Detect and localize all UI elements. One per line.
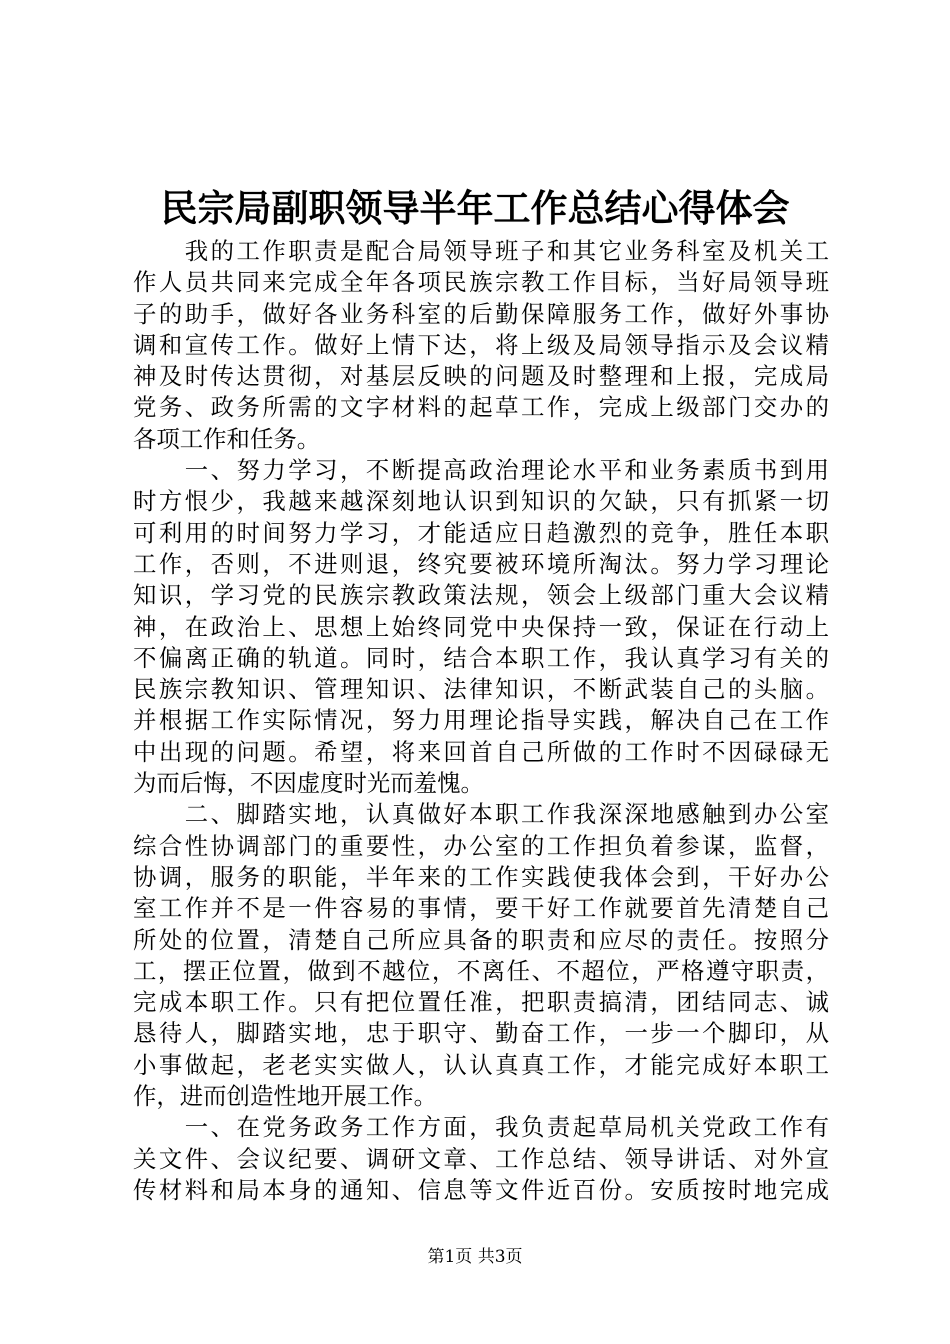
body-line: 子的助手，做好各业务科室的后勤保障服务工作，做好外事协 bbox=[133, 299, 829, 328]
body-line: 工作，否则，不进则退，终究要被环境所淘汰。努力学习理论 bbox=[133, 549, 829, 578]
body-line: 关文件、会议纪要、调研文章、工作总结、领导讲话、对外宣 bbox=[133, 1144, 829, 1173]
body-line: 神及时传达贯彻，对基层反映的问题及时整理和上报，完成局 bbox=[133, 362, 829, 391]
body-line: 可利用的时间努力学习，才能适应日趋激烈的竞争，胜任本职 bbox=[133, 518, 829, 547]
body-line: 知识，学习党的民族宗教政策法规，领会上级部门重大会议精 bbox=[133, 581, 829, 610]
body-line: 工，摆正位置，做到不越位，不离任、不超位，严格遵守职责， bbox=[133, 956, 829, 985]
body-line: 一、努力学习，不断提高政治理论水平和业务素质书到用 bbox=[133, 456, 829, 485]
body-line: 完成本职工作。只有把位置任准，把职责搞清，团结同志、诚 bbox=[133, 988, 829, 1017]
body-line: 恳待人，脚踏实地，忠于职守、勤奋工作，一步一个脚印，从 bbox=[133, 1019, 829, 1048]
body-line: 并根据工作实际情况，努力用理论指导实践，解决自己在工作 bbox=[133, 706, 829, 735]
body-line: 中出现的问题。希望，将来回首自己所做的工作时不因碌碌无 bbox=[133, 737, 829, 766]
page-footer: 第1页 共3页 bbox=[427, 1247, 523, 1267]
body-line: 协调，服务的职能，半年来的工作实践使我体会到，干好办公 bbox=[133, 862, 829, 891]
body-line: 不偏离正确的轨道。同时，结合本职工作，我认真学习有关的 bbox=[133, 643, 829, 672]
body-line: 作，进而创造性地开展工作。 bbox=[133, 1082, 438, 1111]
body-line: 综合性协调部门的重要性，办公室的工作担负着参谋，监督， bbox=[133, 831, 829, 860]
body-line: 一、在党务政务工作方面，我负责起草局机关党政工作有 bbox=[133, 1113, 829, 1142]
body-line: 各项工作和任务。 bbox=[133, 424, 321, 453]
body-line: 神，在政治上、思想上始终同党中央保持一致，保证在行动上 bbox=[133, 612, 829, 641]
body-line: 所处的位置，清楚自己所应具备的职责和应尽的责任。按照分 bbox=[133, 925, 829, 954]
body-line: 传材料和局本身的通知、信息等文件近百份。安质按时地完成 bbox=[133, 1175, 829, 1204]
body-line: 室工作并不是一件容易的事情，要干好工作就要首先清楚自己 bbox=[133, 894, 829, 923]
body-line: 二、脚踏实地，认真做好本职工作我深深地感触到办公室 bbox=[133, 800, 829, 829]
body-line: 为而后悔，不因虚度时光而羞愧。 bbox=[133, 769, 484, 798]
document-title: 民宗局副职领导半年工作总结心得体会 bbox=[160, 186, 790, 230]
body-line: 作人员共同来完成全年各项民族宗教工作目标，当好局领导班 bbox=[133, 268, 829, 297]
body-line: 民族宗教知识、管理知识、法律知识，不断武装自己的头脑。 bbox=[133, 675, 829, 704]
body-line: 调和宣传工作。做好上情下达，将上级及局领导指示及会议精 bbox=[133, 330, 829, 359]
body-line: 小事做起，老老实实做人，认认真真工作，才能完成好本职工 bbox=[133, 1050, 829, 1079]
body-line: 时方恨少，我越来越深刻地认识到知识的欠缺，只有抓紧一切 bbox=[133, 487, 829, 516]
body-line: 党务、政务所需的文字材料的起草工作，完成上级部门交办的 bbox=[133, 393, 829, 422]
body-line: 我的工作职责是配合局领导班子和其它业务科室及机关工 bbox=[133, 237, 829, 265]
document-body bbox=[133, 236, 829, 1206]
